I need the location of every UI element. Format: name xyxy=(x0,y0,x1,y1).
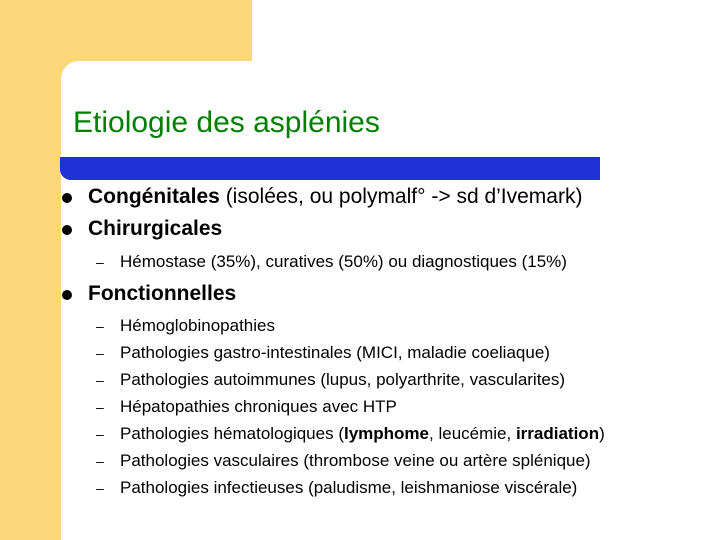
bullet-label: Congénitales xyxy=(88,185,220,208)
dash-icon: – xyxy=(96,426,104,442)
sub-bullet-text xyxy=(120,422,605,446)
slide-title: Etiologie des asplénies xyxy=(73,106,380,139)
dash-icon: – xyxy=(96,480,104,496)
sub-bullet-text: Hémoglobinopathies xyxy=(120,316,275,335)
dash-icon: – xyxy=(96,345,104,361)
dash-icon: – xyxy=(96,399,104,415)
dash-icon: – xyxy=(96,453,104,469)
sub-bullet-text: Pathologies infectieuses (paludisme, leishmaniose viscérale) xyxy=(120,478,578,497)
text-run: ) xyxy=(599,424,605,443)
sub-bullet-text: Hépatopathies chroniques avec HTP xyxy=(120,397,397,416)
sub-bullet-text: Pathologies vasculaires (thrombose veine ou artère splénique) xyxy=(120,451,591,470)
bullet-dot-icon xyxy=(62,290,72,300)
sub-bullet-text: Pathologies autoimmunes (lupus, polyarthrite, vascularites) xyxy=(120,370,566,389)
dash-icon: – xyxy=(96,254,104,270)
dash-icon: – xyxy=(96,372,104,388)
bullet-dot-icon xyxy=(62,193,72,203)
bullet-label: Fonctionnelles xyxy=(88,282,237,305)
text-run: , leucémie, xyxy=(429,424,516,443)
dash-icon: – xyxy=(96,318,104,334)
text-run: Pathologies hématologiques ( xyxy=(120,424,344,443)
bullet-dot-icon xyxy=(62,225,72,235)
bullet-detail: (isolées, ou polymalf° -> sd d’Ivemark) xyxy=(219,185,583,208)
emphasis-lymphome: lymphome xyxy=(343,424,430,443)
sub-bullet-text: Hémostase (35%), curatives (50%) ou diagnostiques (15%) xyxy=(120,252,567,271)
emphasis-irradiation: irradiation xyxy=(515,424,600,443)
bullet-label: Chirurgicales xyxy=(88,217,223,240)
sub-bullet-text: Pathologies gastro-intestinales (MICI, maladie coeliaque) xyxy=(120,343,550,362)
bullet-text xyxy=(88,183,582,211)
